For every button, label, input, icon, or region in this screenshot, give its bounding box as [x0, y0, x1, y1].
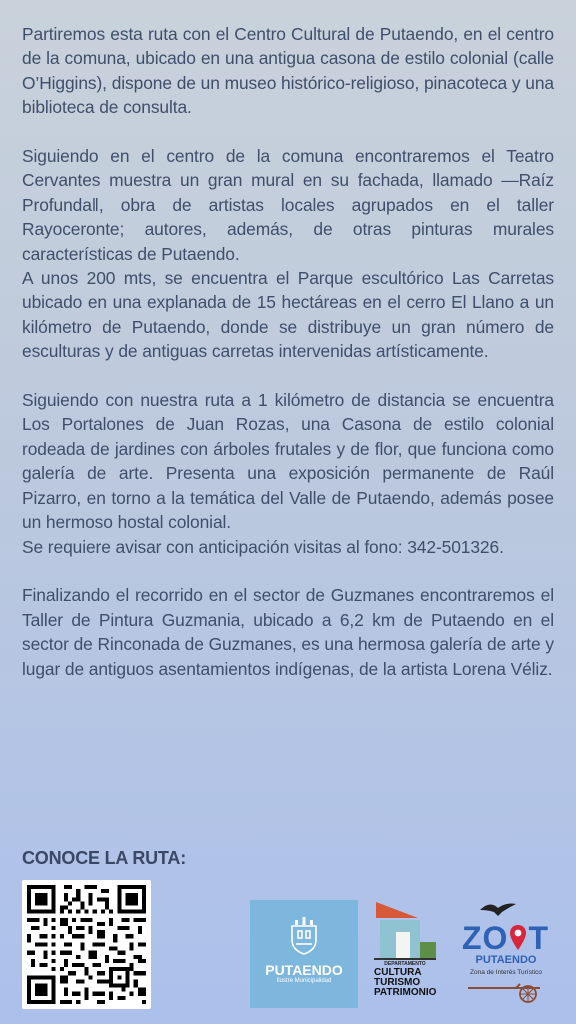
zoit-logo	[460, 898, 556, 1006]
cart-icon	[466, 978, 546, 1004]
municipal-emblem-icon	[288, 914, 320, 956]
municipality-name: PUTAENDO	[265, 962, 343, 978]
qr-code[interactable]	[22, 880, 151, 1009]
paragraph-portalones: Siguiendo con nuestra ruta a 1 kilómetro de distancia se encuentra Los Portalones de Juan Rozas, una Casona de estilo colonial rodeada de jardines con árboles frutales y de flor, que funciona como galería de arte. Presenta una exposición permanente de Raúl Pizarro, en torno a la temática del Valle de Putaendo, además posee un hermoso hostal colonial.	[22, 390, 554, 533]
zoit-mark: ZO T	[462, 920, 549, 956]
qr-code-icon	[27, 885, 146, 1004]
municipality-subtitle: Ilustre Municipalidad	[276, 978, 332, 984]
zoit-name: PUTAENDO	[475, 954, 537, 966]
paragraph-teatro-cervantes: Siguiendo en el centro de la comuna encontraremos el Teatro Cervantes muestra un gran mural en su fachada, llamado ―Raíz Profunda‖, obra de artistas locales agrupados en el taller Rayoceronte; autores, además, de otras pinturas murales características de Putaendo.	[22, 146, 554, 264]
department-label: DEPARTAMENTO	[384, 961, 426, 967]
municipality-logo	[250, 900, 358, 1008]
condor-icon	[478, 898, 518, 918]
paragraph-taller-guzmania: Finalizando el recorrido en el sector de Guzmanes encontraremos el Taller de Pintura Guzmania, ubicado a 6,2 km de Putaendo en el sector de Rinconada de Guzmanes, es una hermosa galería de arte y lugar de antiguos asentamientos indígenas, de la artista Lorena Véliz.	[22, 585, 554, 679]
zoit-subtitle: Zona de Interés Turístico	[470, 969, 542, 976]
house-icon	[372, 900, 438, 962]
body-text	[22, 22, 554, 705]
paragraph-centro-cultural: Partiremos esta ruta con el Centro Cultural de Putaendo, en el centro de la comuna, ubicado en una antigua casona de estilo colonial (calle O’Higgins), dispone de un museo histórico-religioso, pinacoteca y una biblioteca de consulta.	[22, 24, 554, 118]
route-heading: CONOCE LA RUTA:	[22, 848, 186, 868]
department-turismo: TURISMO	[374, 977, 421, 988]
department-patrimonio: PATRIMONIO	[374, 987, 437, 998]
paragraph-phone-notice: Se requiere avisar con anticipación visitas al fono: 342-501326.	[22, 536, 504, 557]
department-logo	[372, 900, 438, 1002]
department-cultura: CULTURA	[374, 967, 422, 978]
paragraph-parque-carretas: A unos 200 mts, se encuentra el Parque escultórico Las Carretas ubicado en una explanada de 15 hectáreas en el cerro El Llano a un kilómetro de Putaendo, donde se distribuye un gran número de esculturas y de antiguas carretas intervenidas artísticamente.	[22, 268, 554, 362]
location-pin-icon	[509, 924, 527, 952]
